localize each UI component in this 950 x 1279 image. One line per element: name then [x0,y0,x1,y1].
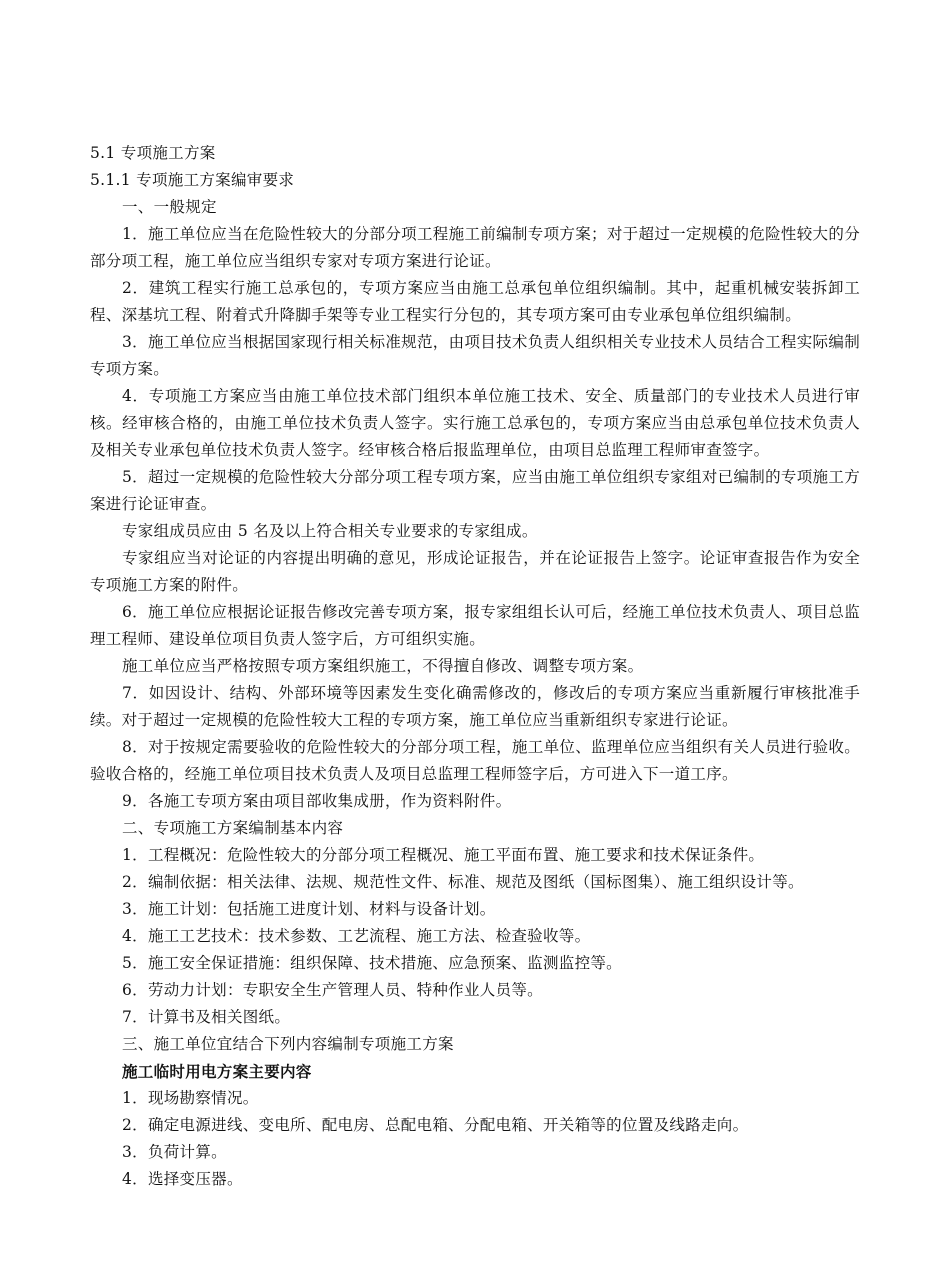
paragraph-general-5: 5．超过一定规模的危险性较大分部分项工程专项方案，应当由施工单位组织专家组对已编制的专项施工方案进行论证审查。 [90,468,860,513]
paragraph-general-2: 2．建筑工程实行施工总承包的，专项方案应当由施工总承包单位组织编制。其中，起重机械安装拆卸工程、深基坑工程、附着式升降脚手架等专业工程实行分包的，其专项方案可由专业承包单位组织编制。 [90,279,860,324]
paragraph-general-7: 7．如因设计、结构、外部环境等因素发生变化确需修改的，修改后的专项方案应当重新履行审核批准手续。对于超过一定规模的危险性较大工程的专项方案，施工单位应当重新组织专家进行论证。 [90,684,860,729]
list-item-basic-6: 6．劳动力计划：专职安全生产管理人员、特种作业人员等。 [122,981,543,999]
list-item-basic-3: 3．施工计划：包括施工进度计划、材料与设备计划。 [122,900,496,918]
paragraph-general-1: 1．施工单位应当在危险性较大的分部分项工程施工前编制专项方案；对于超过一定规模的危险性较大的分部分项工程，施工单位应当组织专家对专项方案进行论证。 [90,225,860,270]
section-heading-5-1-1: 5.1.1 专项施工方案编审要求 [90,171,295,189]
list-item-basic-4: 4．施工工艺技术：技术参数、工艺流程、施工方法、检查验收等。 [122,927,591,945]
list-item-basic-7: 7．计算书及相关图纸。 [122,1008,291,1026]
list-item-electric-4: 4．选择变压器。 [122,1170,243,1188]
list-item-basic-1: 1．工程概况：危险性较大的分部分项工程概况、施工平面布置、施工要求和技术保证条件。 [122,846,765,864]
paragraph-expert-members: 专家组成员应由 5 名及以上符合相关专业要求的专家组成。 [122,522,538,540]
paragraph-general-8: 8．对于按规定需要验收的危险性较大的分部分项工程，施工单位、监理单位应当组织有关人员进行验收。验收合格的，经施工单位项目技术负责人及项目总监理工程师签字后，方可进入下一道工序。 [90,738,860,783]
list-item-electric-3: 3．负荷计算。 [122,1143,227,1161]
subheading-temporary-electricity: 施工临时用电方案主要内容 [122,1062,312,1081]
section-heading-5-1: 5.1 专项施工方案 [90,144,216,162]
list-item-basic-5: 5．施工安全保证措施：组织保障、技术措施、应急预案、监测监控等。 [122,954,622,972]
paragraph-strict-implementation: 施工单位应当严格按照专项方案组织施工，不得擅自修改、调整专项方案。 [122,657,644,675]
list-item-electric-2: 2．确定电源进线、变电所、配电房、总配电箱、分配电箱、开关箱等的位置及线路走向。 [122,1116,749,1134]
heading-combined-content: 三、施工单位宜结合下列内容编制专项施工方案 [122,1035,454,1053]
paragraph-expert-report: 专家组应当对论证的内容提出明确的意见，形成论证报告，并在论证报告上签字。论证审查报告作为安全专项施工方案的附件。 [90,549,860,594]
paragraph-general-4: 4．专项施工方案应当由施工单位技术部门组织本单位施工技术、安全、质量部门的专业技术人员进行审核。经审核合格的，由施工单位技术负责人签字。实行施工总承包的，专项方案应当由总承包单位技术负责人及相关专业承包单位技术负责人签字。经审核合格后报监理单位，由项目总监理工程师审查签字。 [90,387,860,459]
document-page [90,140,860,1193]
heading-basic-content: 二、专项施工方案编制基本内容 [122,819,344,837]
heading-general-rules: 一、一般规定 [122,198,217,216]
paragraph-general-9: 9．各施工专项方案由项目部收集成册，作为资料附件。 [122,792,512,810]
paragraph-general-6: 6．施工单位应根据论证报告修改完善专项方案，报专家组组长认可后，经施工单位技术负责人、项目总监理工程师、建设单位项目负责人签字后，方可组织实施。 [90,603,860,648]
list-item-basic-2: 2．编制依据：相关法律、法规、规范性文件、标准、规范及图纸（国标图集）、施工组织设计等。 [122,873,804,891]
list-item-electric-1: 1．现场勘察情况。 [122,1089,259,1107]
paragraph-general-3: 3．施工单位应当根据国家现行相关标准规范，由项目技术负责人组织相关专业技术人员结合工程实际编制专项方案。 [90,333,860,378]
